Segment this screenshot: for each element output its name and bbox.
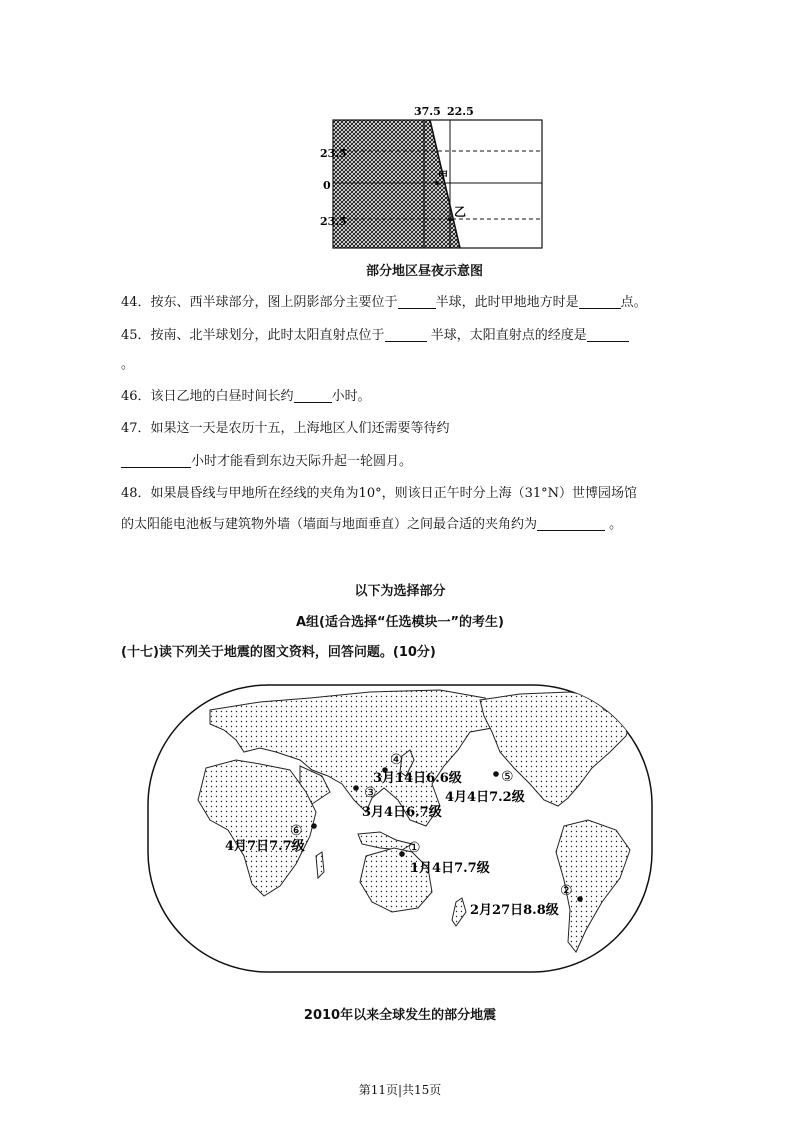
night-shade [333,120,460,248]
quake-marker-2: ② [560,883,573,899]
quake-label-3: 3月4日6.7级 [362,805,442,820]
day-night-diagram [320,100,560,260]
lat-label-south: 23.5 [320,215,347,228]
point-yi-label: 乙 [454,205,467,219]
lon-label-22-5: 22.5 [447,105,474,118]
answer-blank-44a[interactable] [398,294,436,309]
quake-dot-1 [399,851,405,857]
quake-label-6: 4月7日7.7级 [225,839,305,854]
quake-marker-5: ⑤ [501,769,514,785]
map-caption: 2010年以来全球发生的部分地震 [303,1008,497,1023]
question-48: 48．如果晨昏线与甲地所在经线的夹角为10°，则该日正午时分上海（31°N）世博园场馆 [121,486,638,501]
point-jia-label: 甲 [438,171,448,182]
figure1-caption: 部分地区昼夜示意图 [366,264,484,279]
lat-label-equator: 0 [323,179,331,192]
answer-blank-45a[interactable] [385,327,427,342]
quake-dot-5 [493,771,499,777]
question-47: 47．如果这一天是农历十五，上海地区人们还需要等待约 [121,421,450,436]
page-footer: 第11页|共15页 [358,1083,442,1097]
quake-dot-3 [353,785,359,791]
point-yi [448,217,452,221]
question-48-cont: 的太阳能电池板与建筑物外墙（墙面与地面垂直）之间最合适的夹角约为 。 [121,517,623,532]
quake-dot-6 [311,823,317,829]
quake-label-2: 2月27日8.8级 [470,903,559,918]
quake-label-5: 4月4日7.2级 [445,790,525,805]
answer-blank-46[interactable] [294,388,332,403]
answer-blank-47[interactable] [121,453,191,468]
answer-blank-45b[interactable] [587,327,629,342]
lon-label-37-5: 37.5 [414,105,441,118]
group-heading: A组(适合选择“任选模块一”的考生) [295,615,505,630]
quake-marker-6: ⑥ [290,823,303,839]
quake-label-1: 1月4日7.7级 [410,861,490,876]
answer-blank-48[interactable] [537,516,605,531]
quake-marker-3: ③ [364,785,377,801]
question-45: 45．按南、北半球划分，此时太阳直射点位于 半球，太阳直射点的经度是 [121,327,629,345]
question-47-cont: 小时才能看到东边天际升起一轮圆月。 [121,453,412,471]
world-earthquake-map [140,680,660,980]
section-heading: 以下为选择部分 [354,584,446,599]
lat-label-north: 23.5 [320,147,347,160]
question-45-tail: 。 [121,357,135,372]
quake-label-4: 3月14日6.6级 [373,771,462,786]
quake-marker-4: ④ [390,752,403,768]
quake-marker-1: ① [408,840,421,856]
quake-dot-2 [577,896,583,902]
question-44: 44．按东、西半球部分，图上阴影部分主要位于 半球，此时甲地地方时是 点。 [121,295,647,310]
answer-blank-44b[interactable] [579,294,621,309]
question-17-title: (十七)读下列关于地震的图文资料，回答问题。(10分) [121,645,436,660]
question-46: 46．该日乙地的白昼时间长约 小时。 [121,389,371,404]
